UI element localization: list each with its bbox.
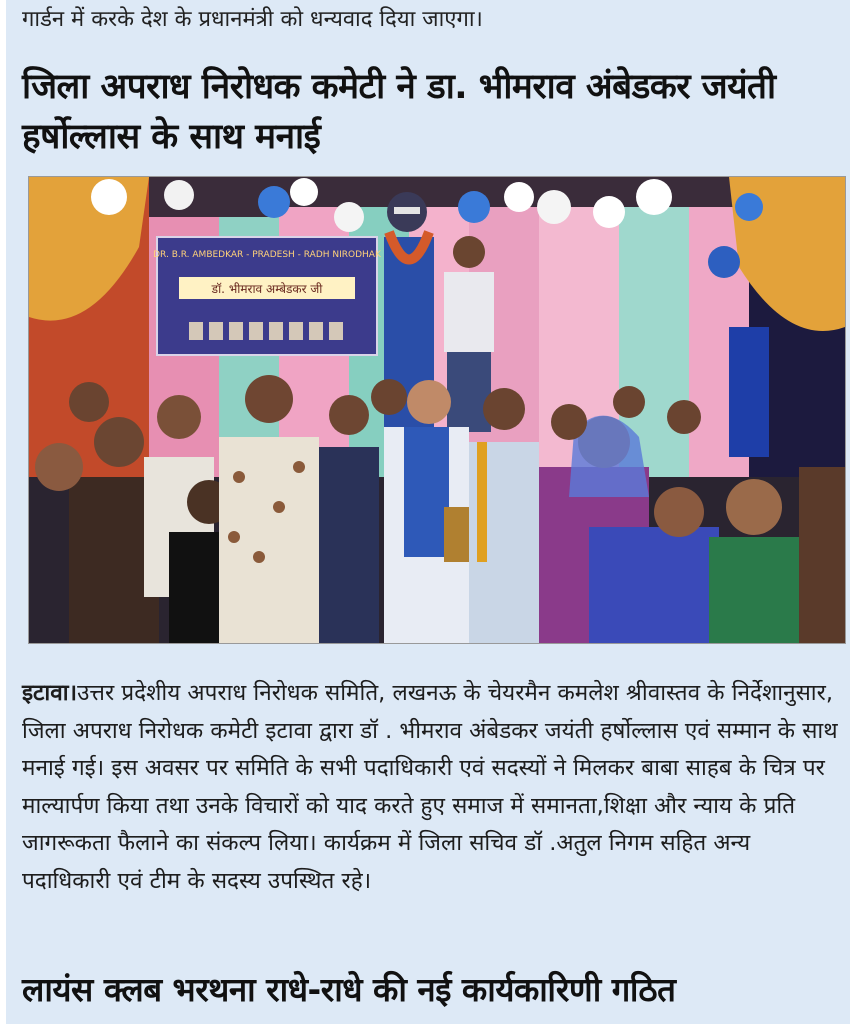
- banner-line-1: DR. B.R. AMBEDKAR - PRADESH - RADH NIRODHAK: [153, 250, 381, 260]
- banner-line-2: डॉ. भीमराव अम्बेडकर जी: [211, 282, 323, 296]
- article-dateline: इटावा।: [22, 680, 78, 706]
- next-article-headline: लायंस क्लब भरथना राधे-राधे की नई कार्यकारिणी गठित: [22, 970, 676, 1009]
- headline-line-1: जिला अपराध निरोधक कमेटी ने डा. भीमराव अंबेडकर जयंती: [22, 67, 776, 107]
- article-body-text: उत्तर प्रदेशीय अपराध निरोधक समिति, लखनऊ के चेयरमैन कमलेश श्रीवास्तव के निर्देशानुसार, जिला अपराध निरोधक कमेटी इटावा द्वारा डॉ . भीमराव अंबेडकर जयंती हर्षोल्लास एवं सम्मान के साथ मनाई गई। इस अवसर पर समिति के सभी पदाधिकारी एवं सदस्यों ने मिलकर बाबा साहब के चित्र पर माल्यार्पण किया तथा उनके विचारों को याद करते हुए समाज में समानता,शिक्षा और न्याय के प्रति जागरूकता फैलाने का संकल्प लिया। कार्यक्रम में जिला सचिव डॉ .अतुल निगम सहित अन्य पदाधिकारी एवं टीम के सदस्य उपस्थित रहे।: [22, 680, 838, 894]
- previous-article-tail: गार्डन में करके देश के प्रधानमंत्री को धन्यवाद दिया जाएगा।: [22, 7, 483, 32]
- article-body: [22, 675, 838, 900]
- blue-flag: [729, 327, 769, 457]
- award-plaque: [444, 507, 469, 562]
- headline-line-2: हर्षोल्लास के साथ मनाई: [22, 117, 321, 157]
- ambedkar-banner: [153, 237, 382, 355]
- article-headline: [22, 62, 832, 162]
- event-photo: [28, 176, 846, 644]
